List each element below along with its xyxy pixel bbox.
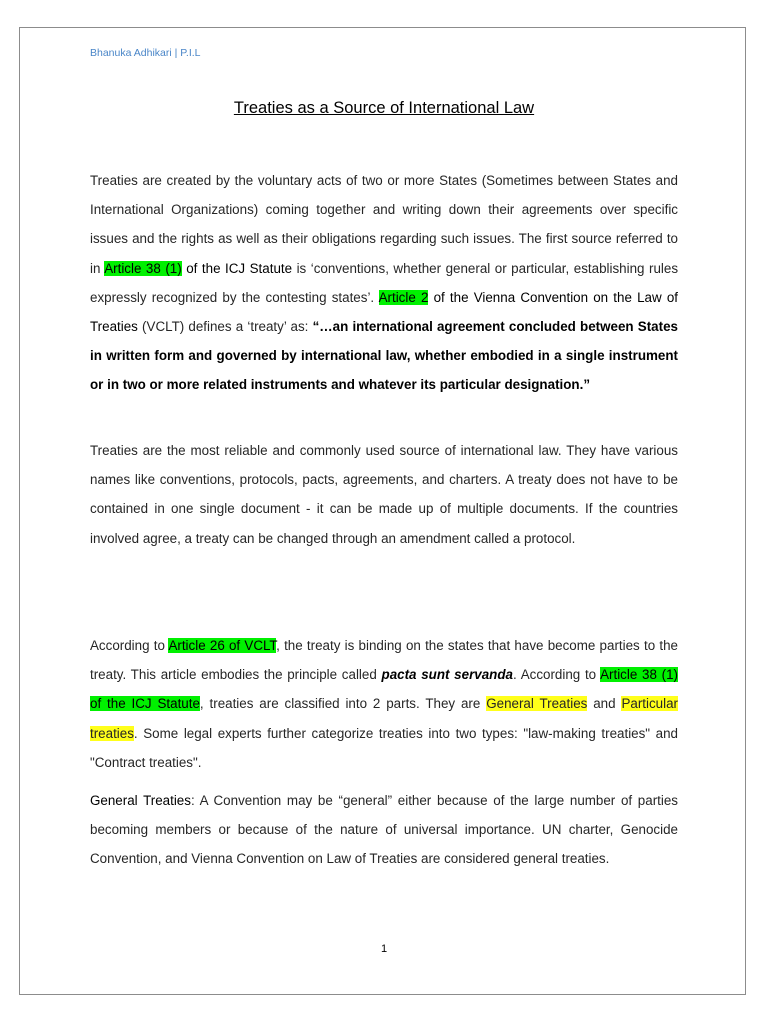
p3-pacta-sunt-servanda: pacta sunt servanda [381,667,513,683]
p3-text-5: and [587,696,622,712]
paragraph-general-treaties [90,786,678,874]
p4-term: General Treaties [90,793,191,808]
page-number: 1 [380,943,388,955]
p1-text-1: Treaties are created by the voluntary acts of two or more States (Sometimes between States and International Organizations) coming together and writing down their agreements over specific issues and the rights as well as their obligations regarding such issues. The first source referred to in [90,173,678,276]
highlight-particular-treaties: Particular treaties [90,696,678,741]
highlight-article-38-1: Article 38 (1) [104,260,182,276]
highlight-article-2: Article 2 [378,289,429,305]
paragraph-reliability: Treaties are the most reliable and commonly used source of international law. They have various names like conventions, protocols, pacts, agreements, and charters. A treaty does not have to be contained in one single document - it can be made up of multiple documents. If the countries involved agree, a treaty can be changed through an amendment called a protocol. [90,443,678,546]
p1-icj-statute: of the ICJ Statute [181,260,293,276]
p3-text-2: , the treaty is binding on the states that have become parties to the treaty. This article embodies the principle called [90,638,678,683]
p3-text-6: . Some legal experts further categorize treaties into two types: "law-making treaties" and "Contract treaties". [90,725,678,770]
page-title: Treaties as a Source of International Law [233,99,535,117]
running-header: Bhanuka Adhikari | P.I.L [90,47,201,59]
highlight-article-38-icj: Article 38 (1) of the ICJ Statute [90,667,678,712]
p4-text: : A Convention may be “general” either because of the large number of parties becoming members or because of the nature of universal importance. UN charter, Genocide Convention, and Vienna Convention on Law of Treaties are considered general treaties. [90,793,678,867]
highlight-article-26: Article 26 of VCLT [168,638,277,653]
paragraph-definition [90,166,678,400]
p1-quote: “…an international agreement concluded between States in written form and governed by international law, whether embodied in a single instrument or in two or more related instruments and whatever its particular designation.” [90,319,678,393]
p1-text-2: is ‘conventions, whether general or particular, establishing rules expressly recognized by the contesting states’. [90,260,679,305]
p1-vienna-convention: of the Vienna Convention on the Law of Treaties [90,289,678,335]
p3-text-3: . According to [513,667,601,683]
p3-text-1: According to [90,638,169,653]
highlight-general-treaties: General Treaties [486,696,588,712]
p1-text-3: (VCLT) defines a ‘treaty’ as: [137,319,313,335]
paragraph-binding [90,631,678,777]
p3-text-4: , treaties are classified into 2 parts. They are [199,696,487,712]
